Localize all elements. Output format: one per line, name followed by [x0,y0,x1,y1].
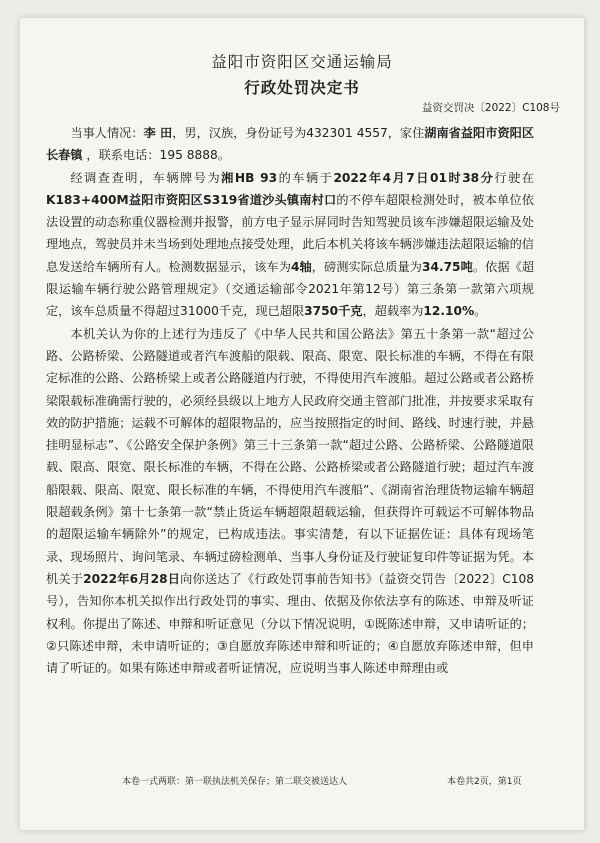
legal-basis-paragraph [46,323,534,680]
agency-name: 益阳市资阳区交通运输局 [211,53,393,71]
findings-text: 的车辆于 [277,170,334,185]
document-number: 益资交罚决〔2022〕C108号 [421,102,560,114]
overload-amount: 3750千克 [304,304,363,319]
legal-basis-text: 向你送达了《行政处罚事前告知书》（益资交罚告〔2022〕C108号），告知你本机关拟作出行政处罚的事实、理由、依据及你依法享有的陈述、申辩及听证权利。你提出了陈述、申辩和听证意见（分以下情况说明，①既陈述申辩，又申请听证的；②只陈述申辩，未申请听证的；③自愿放弃陈述申辩和听证的；④自愿放弃陈述申辩，但申请了听证的。如果有陈述申辩或者听证情况，应说明当事人陈述申辩理由或 [46,571,534,676]
findings-text: ，磅测实际总质量为 [311,259,422,274]
findings-text: 经调查查明，车辆牌号为 [70,170,222,185]
legal-basis-text: 本机关认为你的上述行为违反了《中华人民共和国公路法》第五十条第一款“超过公路、公路桥梁、公路隧道或者汽车渡船的限载、限高、限宽、限长标准的车辆，不得在有限定标准的公路、公路桥梁上或者公路隧道内行驶，不得使用汽车渡船。超过公路或者公路桥梁限载标准确需行驶的，必须经县级以上地方人民政府交通主管部门批准，并按要求采取有效的防护措施；运载不可解体的超限物品的，应当按照指定的时间、路线、时速行驶，并悬挂明显标志”、《公路安全保护条例》第三十三条第一款“超过公路、公路桥梁、公路隧道限载、限高、限宽、限长标准的车辆，不得在公路、公路桥梁或者公路隧道行驶；超过汽车渡船限载、限高、限宽、限长标准的车辆，不得使用汽车渡船”、《湖南省治理货物运输车辆超限超载条例》第十七条第一款“禁止货运车辆超限超载运输，但获得许可载运不可解体物品的超限运输车辆除外”的规定，已构成违法。事实清楚，有以下证据佐证：具体有现场笔录、现场照片、询问笔录、车辆过磅检测单、当事人身份证及行驶证复印件等证据为凭。本机关于 [46,326,534,586]
party-name: 李 田 [143,126,173,140]
findings-text: 。依据《超限运输车辆行驶公路管理规定》（交通运输部令2021年第12号）第三条第一款第六项规定，该车总质量不得超过31000千克，现已超限 [46,259,535,319]
document-body [46,122,534,679]
findings-text: 。 [474,304,487,319]
overload-rate: 12.10% [423,304,475,319]
party-phone-text: ，联系电话：195 8888。 [82,148,230,163]
footer-copies-note: 本卷一式两联：第一联执法机关保存；第二联交被送达人 [122,777,348,787]
incident-location: K183+400M益阳市资阳区S319省道沙头镇南村口 [46,192,337,207]
document-title: 行政处罚决定书 [244,79,360,97]
party-id-text: ，男，汉族，身份证号为432301 4557，家住 [172,126,425,140]
vehicle-plate: 湘HB 93 [221,170,278,185]
findings-paragraph [46,167,534,323]
incident-datetime: 2022年4月7日01时38分 [333,170,495,185]
party-address: 湖南省益阳市资阳区长春镇 [46,126,535,163]
party-info-paragraph [46,122,534,167]
measured-weight: 34.75吨 [421,259,473,274]
footer-page-number: 本卷共2页，第1页 [447,777,522,787]
notice-date: 2022年6月28日 [83,571,181,586]
findings-text: 的不停车超限检测处时，被本单位依法设置的动态称重仪器检测并报警，前方电子显示屏同时告知驾驶员该车涉嫌超限运输及处理地点，驾驶员并未当场到处理地点接受处理，此后本机关将该车辆涉嫌违法超限运输的信息发送给车辆所有人。检测数据显示，该车为 [46,192,534,274]
axle-count: 4轴 [290,259,312,274]
document-page [20,18,584,830]
findings-text: 行驶在 [494,170,534,185]
party-info-label: 当事人情况： [70,126,144,140]
findings-text: ，超载率为 [362,304,424,319]
